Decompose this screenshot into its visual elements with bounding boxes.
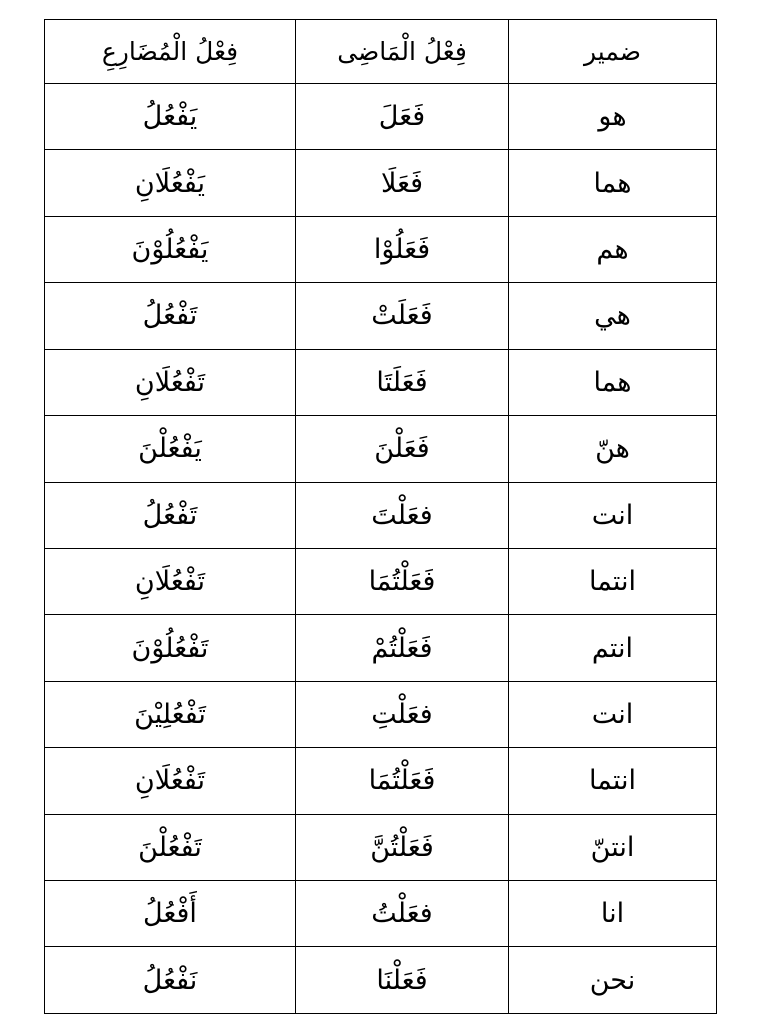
cell-dhamir: هنّ: [509, 416, 717, 482]
cell-mudhari: أَفْعُلُ: [45, 881, 296, 947]
cell-dhamir: هي: [509, 283, 717, 349]
table-row: [45, 615, 717, 681]
cell-madhi: فَعَلَتَا: [296, 349, 509, 415]
cell-madhi: فَعَلْتُنَّ: [296, 814, 509, 880]
cell-mudhari: تَفْعُلِيْنَ: [45, 681, 296, 747]
table-row: [45, 881, 717, 947]
table-row: [45, 349, 717, 415]
cell-madhi: فعَلْتَ: [296, 482, 509, 548]
cell-madhi: فَعَلُوْا: [296, 216, 509, 282]
cell-mudhari: يَفْعُلُوْنَ: [45, 216, 296, 282]
cell-madhi: فَعَلْتُمْ: [296, 615, 509, 681]
cell-madhi: فَعَلَ: [296, 84, 509, 150]
cell-madhi: فَعَلَتْ: [296, 283, 509, 349]
cell-dhamir: نحن: [509, 947, 717, 1014]
cell-madhi: فَعَلْتُمَا: [296, 748, 509, 814]
cell-madhi: فَعَلْتُمَا: [296, 548, 509, 614]
conjugation-table: [44, 19, 717, 1014]
table-row: [45, 283, 717, 349]
table-row: [45, 814, 717, 880]
table-row: [45, 548, 717, 614]
cell-dhamir: انت: [509, 482, 717, 548]
table-body: [45, 84, 717, 1014]
cell-dhamir: انتما: [509, 748, 717, 814]
header-row: [45, 20, 717, 84]
cell-mudhari: يَفْعُلَانِ: [45, 150, 296, 216]
table-row: [45, 681, 717, 747]
cell-madhi: فعَلْتِ: [296, 681, 509, 747]
cell-madhi: فعَلْتُ: [296, 881, 509, 947]
table-row: [45, 947, 717, 1014]
cell-dhamir: هما: [509, 150, 717, 216]
cell-dhamir: هو: [509, 84, 717, 150]
cell-mudhari: تَفْعُلُوْنَ: [45, 615, 296, 681]
cell-mudhari: تَفْعُلُ: [45, 482, 296, 548]
cell-dhamir: هم: [509, 216, 717, 282]
cell-madhi: فَعَلَا: [296, 150, 509, 216]
cell-dhamir: انا: [509, 881, 717, 947]
table-row: [45, 748, 717, 814]
cell-mudhari: يَفْعُلُ: [45, 84, 296, 150]
header-mudhari: فِعْلُ الْمُضَارِعِ: [45, 20, 296, 84]
table-row: [45, 216, 717, 282]
table-row: [45, 416, 717, 482]
cell-mudhari: تَفْعُلَانِ: [45, 548, 296, 614]
cell-madhi: فَعَلْنَا: [296, 947, 509, 1014]
cell-mudhari: تَفْعُلُ: [45, 283, 296, 349]
cell-mudhari: تَفْعُلْنَ: [45, 814, 296, 880]
cell-madhi: فَعَلْنَ: [296, 416, 509, 482]
table-row: [45, 482, 717, 548]
table-row: [45, 150, 717, 216]
cell-dhamir: انتنّ: [509, 814, 717, 880]
header-dhamir: ضمير: [509, 20, 717, 84]
cell-dhamir: انتم: [509, 615, 717, 681]
cell-mudhari: تَفْعُلَانِ: [45, 349, 296, 415]
cell-mudhari: نَفْعُلُ: [45, 947, 296, 1014]
cell-mudhari: يَفْعُلْنَ: [45, 416, 296, 482]
header-madhi: فِعْلُ الْمَاضِى: [296, 20, 509, 84]
cell-dhamir: انت: [509, 681, 717, 747]
table-row: [45, 84, 717, 150]
cell-mudhari: تَفْعُلَانِ: [45, 748, 296, 814]
cell-dhamir: انتما: [509, 548, 717, 614]
cell-dhamir: هما: [509, 349, 717, 415]
